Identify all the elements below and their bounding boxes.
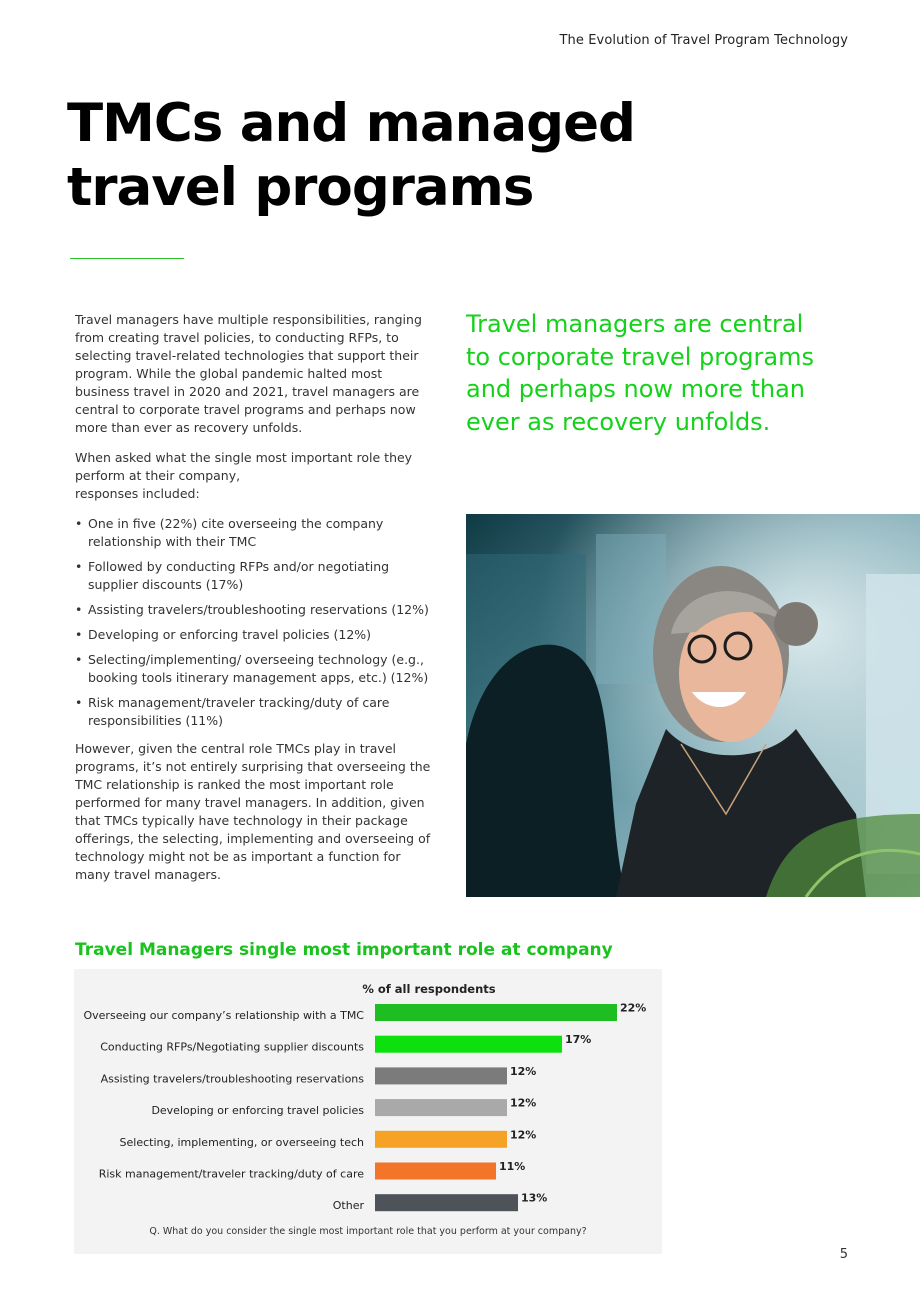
chart-category-label: Selecting, implementing, or overseeing tech <box>119 1135 364 1149</box>
chart-value-label: 12% <box>510 1128 537 1142</box>
chart-bar <box>375 1163 496 1180</box>
list-item: • Followed by conducting RFPs and/or negotiating supplier discounts (17%) <box>75 558 437 594</box>
chart-category-label: Overseeing our company’s relationship with a TMC <box>83 1009 364 1022</box>
chart-footnote: Q. What do you consider the single most important role that you perform at your company? <box>149 1226 587 1237</box>
chart-value-label: 12% <box>510 1096 537 1110</box>
chart-category-label: Conducting RFPs/Negotiating supplier discounts <box>100 1040 364 1054</box>
woman-smiling-illustration <box>466 514 920 897</box>
list-item: • Developing or enforcing travel policies (12%) <box>75 626 437 644</box>
list-item: • Selecting/implementing/ overseeing technology (e.g., booking tools itinerary management apps, etc.) (12%) <box>75 651 437 687</box>
chart-bar <box>375 1099 507 1116</box>
pull-quote: Travel managers are central to corporate travel programs and perhaps now more than ever as recovery unfolds. <box>466 310 814 436</box>
title-divider <box>70 258 184 259</box>
chart-value-label: 13% <box>521 1191 548 1205</box>
chart-value-label: 12% <box>510 1064 537 1078</box>
chart-panel <box>74 969 662 1254</box>
chart-value-label: 22% <box>620 1001 647 1015</box>
chart-category-label: Risk management/traveler tracking/duty of care <box>98 1167 364 1181</box>
list-item: • Assisting travelers/troubleshooting reservations (12%) <box>75 601 437 619</box>
chart-category-label: Assisting travelers/troubleshooting reservations <box>100 1072 364 1086</box>
page-title-line-2: travel programs <box>67 157 534 218</box>
chart-category-label: Other <box>332 1199 364 1213</box>
page-title-line-1: TMCs and managed <box>67 93 635 154</box>
role-bar-chart <box>74 969 662 1224</box>
responses-list <box>75 515 437 730</box>
page-number: 5 <box>839 1247 848 1262</box>
question-paragraph <box>75 449 437 503</box>
intro-paragraph: Travel managers have multiple responsibilities, ranging from creating travel policies, to conducting RFPs, to selecting travel-related technologies that support their program. While the global pandemic halted most business travel in 2020 and 2021, travel managers are central to corporate travel programs and perhaps now more than ever as recovery unfolds. <box>75 312 422 435</box>
chart-heading: Travel Managers single most important role at company <box>75 940 613 960</box>
body-text-column <box>75 311 437 896</box>
chart-category-label: Developing or enforcing travel policies <box>151 1104 364 1118</box>
chart-value-label: 11% <box>499 1160 526 1173</box>
question-text: When asked what the single most important role they perform at their company, <box>75 450 413 483</box>
chart-axis-label: % of all respondents <box>362 982 496 996</box>
conclusion-paragraph: However, given the central role TMCs play in travel programs, it’s not entirely surprising that overseeing the TMC relationship is ranked the most important role performed for many travel managers. In addition, given that TMCs typically have technology in their package offerings, the selecting, implementing and overseeing of technology might not be as important a function for many travel managers. <box>75 741 431 882</box>
chart-bar <box>375 1131 507 1148</box>
page-title <box>67 92 635 220</box>
responses-lead: responses included: <box>75 486 200 501</box>
travel-manager-photo <box>466 514 920 897</box>
list-item: • Risk management/traveler tracking/duty of care responsibilities (11%) <box>75 694 437 730</box>
chart-bar <box>375 1036 562 1053</box>
chart-value-label: 17% <box>565 1033 592 1047</box>
chart-bar <box>375 1194 518 1211</box>
chart-bar <box>375 1067 507 1084</box>
document-title: The Evolution of Travel Program Technology <box>559 33 848 48</box>
list-item: • One in five (22%) cite overseeing the company relationship with their TMC <box>75 515 437 551</box>
chart-bar <box>375 1004 617 1021</box>
